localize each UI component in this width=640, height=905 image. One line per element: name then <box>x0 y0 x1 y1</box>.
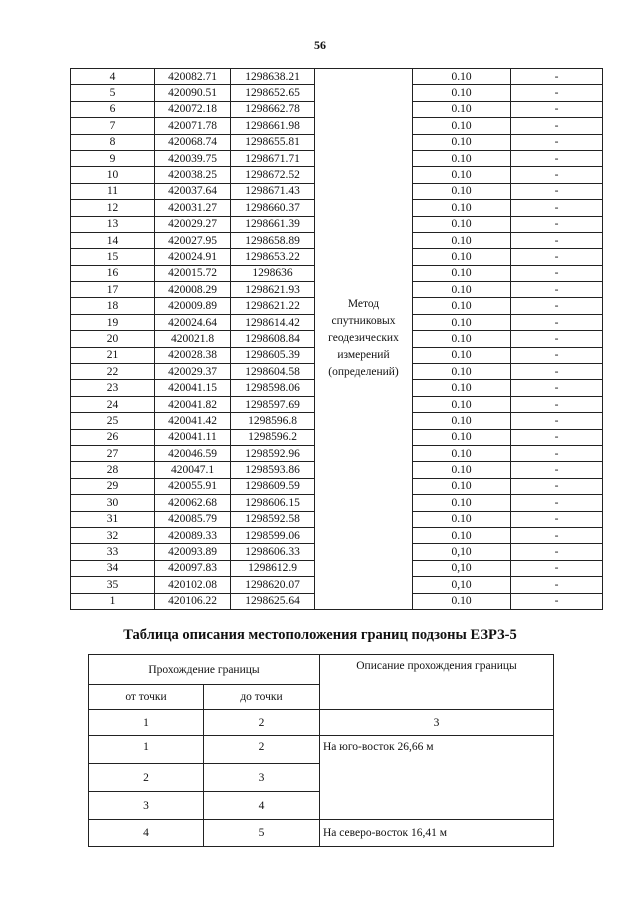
coordinate-y: 1298592.58 <box>231 511 315 527</box>
method-line: Метод <box>347 298 380 311</box>
point-number: 5 <box>71 85 155 101</box>
to-point: 3 <box>204 764 320 792</box>
accuracy-value: 0.10 <box>413 265 511 281</box>
empty-value: - <box>511 331 603 347</box>
point-number: 14 <box>71 232 155 248</box>
coordinate-x: 420037.64 <box>155 183 231 199</box>
method-cell <box>315 69 413 610</box>
empty-value: - <box>511 347 603 363</box>
method-line: геодезических <box>328 332 399 345</box>
segment-description: На юго-восток 26,66 м <box>320 736 554 820</box>
point-number: 6 <box>71 101 155 117</box>
accuracy-value: 0.10 <box>413 216 511 232</box>
coordinate-y: 1298612.9 <box>231 560 315 576</box>
coordinate-x: 420046.59 <box>155 445 231 461</box>
coordinate-y: 1298598.06 <box>231 380 315 396</box>
point-number: 20 <box>71 331 155 347</box>
coordinate-x: 420028.38 <box>155 347 231 363</box>
coordinate-y: 1298658.89 <box>231 232 315 248</box>
coordinate-x: 420039.75 <box>155 150 231 166</box>
empty-value: - <box>511 150 603 166</box>
accuracy-value: 0.10 <box>413 298 511 314</box>
point-number: 21 <box>71 347 155 363</box>
accuracy-value: 0.10 <box>413 511 511 527</box>
coordinate-x: 420041.15 <box>155 380 231 396</box>
empty-value: - <box>511 265 603 281</box>
point-number: 28 <box>71 462 155 478</box>
point-number: 22 <box>71 364 155 380</box>
coordinate-y: 1298606.33 <box>231 544 315 560</box>
to-point: 4 <box>204 792 320 820</box>
accuracy-value: 0.10 <box>413 118 511 134</box>
point-number: 32 <box>71 527 155 543</box>
boundary-description-table <box>88 654 554 847</box>
empty-value: - <box>511 396 603 412</box>
coordinate-x: 420015.72 <box>155 265 231 281</box>
coordinate-x: 420029.27 <box>155 216 231 232</box>
coordinate-x: 420041.11 <box>155 429 231 445</box>
coordinate-y: 1298625.64 <box>231 593 315 609</box>
coordinate-y: 1298671.71 <box>231 150 315 166</box>
point-number: 7 <box>71 118 155 134</box>
to-point: 2 <box>204 736 320 764</box>
accuracy-value: 0.10 <box>413 232 511 248</box>
coordinate-y: 1298608.84 <box>231 331 315 347</box>
coordinate-y: 1298660.37 <box>231 200 315 216</box>
point-number: 13 <box>71 216 155 232</box>
coordinate-x: 420008.29 <box>155 282 231 298</box>
coordinate-x: 420085.79 <box>155 511 231 527</box>
coordinate-y: 1298620.07 <box>231 577 315 593</box>
coordinate-x: 420068.74 <box>155 134 231 150</box>
accuracy-value: 0.10 <box>413 331 511 347</box>
coordinate-y: 1298636 <box>231 265 315 281</box>
empty-value: - <box>511 511 603 527</box>
accuracy-value: 0.10 <box>413 282 511 298</box>
empty-value: - <box>511 577 603 593</box>
from-point: 4 <box>89 820 204 847</box>
empty-value: - <box>511 560 603 576</box>
coordinate-row <box>71 69 603 85</box>
method-line: (определений) <box>328 366 399 379</box>
empty-value: - <box>511 445 603 461</box>
empty-value: - <box>511 298 603 314</box>
column-number: 2 <box>204 710 320 736</box>
coordinate-x: 420055.91 <box>155 478 231 494</box>
coordinate-y: 1298596.8 <box>231 413 315 429</box>
to-point: 5 <box>204 820 320 847</box>
accuracy-value: 0.10 <box>413 101 511 117</box>
coordinate-y: 1298655.81 <box>231 134 315 150</box>
boundary-table-title: Таблица описания местоположения границ подзоны ЕЗРЗ-5 <box>123 627 517 643</box>
accuracy-value: 0.10 <box>413 429 511 445</box>
method-line: спутниковых <box>331 315 396 328</box>
accuracy-value: 0.10 <box>413 69 511 85</box>
coordinate-y: 1298621.93 <box>231 282 315 298</box>
point-number: 26 <box>71 429 155 445</box>
accuracy-value: 0.10 <box>413 85 511 101</box>
empty-value: - <box>511 314 603 330</box>
accuracy-value: 0.10 <box>413 396 511 412</box>
point-number: 31 <box>71 511 155 527</box>
empty-value: - <box>511 429 603 445</box>
empty-value: - <box>511 495 603 511</box>
coordinate-y: 1298596.2 <box>231 429 315 445</box>
accuracy-value: 0.10 <box>413 593 511 609</box>
coordinate-x: 420093.89 <box>155 544 231 560</box>
coordinate-x: 420090.51 <box>155 85 231 101</box>
accuracy-value: 0.10 <box>413 380 511 396</box>
accuracy-value: 0.10 <box>413 167 511 183</box>
coordinate-x: 420071.78 <box>155 118 231 134</box>
from-point: 1 <box>89 736 204 764</box>
header-description: Описание прохождения границы <box>320 655 554 710</box>
coordinate-x: 420038.25 <box>155 167 231 183</box>
accuracy-value: 0,10 <box>413 544 511 560</box>
coordinate-y: 1298599.06 <box>231 527 315 543</box>
coordinate-y: 1298592.96 <box>231 445 315 461</box>
accuracy-value: 0.10 <box>413 183 511 199</box>
coordinate-y: 1298653.22 <box>231 249 315 265</box>
point-number: 18 <box>71 298 155 314</box>
empty-value: - <box>511 118 603 134</box>
coordinate-y: 1298662.78 <box>231 101 315 117</box>
accuracy-value: 0.10 <box>413 445 511 461</box>
point-number: 25 <box>71 413 155 429</box>
coordinate-y: 1298604.58 <box>231 364 315 380</box>
empty-value: - <box>511 544 603 560</box>
point-number: 9 <box>71 150 155 166</box>
point-number: 29 <box>71 478 155 494</box>
coordinate-x: 420041.82 <box>155 396 231 412</box>
coordinate-y: 1298597.69 <box>231 396 315 412</box>
coordinate-y: 1298609.59 <box>231 478 315 494</box>
coordinate-y: 1298593.86 <box>231 462 315 478</box>
accuracy-value: 0.10 <box>413 134 511 150</box>
empty-value: - <box>511 232 603 248</box>
coordinate-x: 420024.91 <box>155 249 231 265</box>
point-number: 35 <box>71 577 155 593</box>
coordinate-x: 420041.42 <box>155 413 231 429</box>
column-number: 1 <box>89 710 204 736</box>
point-number: 19 <box>71 314 155 330</box>
empty-value: - <box>511 282 603 298</box>
segment-description: На северо-восток 16,41 м <box>320 820 554 847</box>
header-from-point: от точки <box>89 685 204 710</box>
accuracy-value: 0.10 <box>413 478 511 494</box>
empty-value: - <box>511 200 603 216</box>
header-passage: Прохождение границы <box>89 655 320 685</box>
empty-value: - <box>511 167 603 183</box>
accuracy-value: 0,10 <box>413 560 511 576</box>
point-number: 11 <box>71 183 155 199</box>
coordinate-x: 420027.95 <box>155 232 231 248</box>
point-number: 15 <box>71 249 155 265</box>
empty-value: - <box>511 364 603 380</box>
accuracy-value: 0.10 <box>413 314 511 330</box>
empty-value: - <box>511 593 603 609</box>
point-number: 1 <box>71 593 155 609</box>
accuracy-value: 0.10 <box>413 364 511 380</box>
empty-value: - <box>511 134 603 150</box>
accuracy-value: 0,10 <box>413 577 511 593</box>
coordinate-y: 1298661.39 <box>231 216 315 232</box>
coordinate-y: 1298605.39 <box>231 347 315 363</box>
accuracy-value: 0.10 <box>413 495 511 511</box>
empty-value: - <box>511 527 603 543</box>
point-number: 16 <box>71 265 155 281</box>
point-number: 17 <box>71 282 155 298</box>
header-to-point: до точки <box>204 685 320 710</box>
coordinate-x: 420024.64 <box>155 314 231 330</box>
from-point: 3 <box>89 792 204 820</box>
coordinate-y: 1298672.52 <box>231 167 315 183</box>
coordinate-x: 420102.08 <box>155 577 231 593</box>
from-point: 2 <box>89 764 204 792</box>
coordinate-y: 1298638.21 <box>231 69 315 85</box>
point-number: 12 <box>71 200 155 216</box>
coordinate-y: 1298614.42 <box>231 314 315 330</box>
coordinate-y: 1298606.15 <box>231 495 315 511</box>
empty-value: - <box>511 183 603 199</box>
empty-value: - <box>511 413 603 429</box>
point-number: 23 <box>71 380 155 396</box>
accuracy-value: 0.10 <box>413 200 511 216</box>
accuracy-value: 0.10 <box>413 462 511 478</box>
coordinate-x: 420097.83 <box>155 560 231 576</box>
coordinate-y: 1298671.43 <box>231 183 315 199</box>
coordinate-y: 1298652.65 <box>231 85 315 101</box>
coordinate-x: 420106.22 <box>155 593 231 609</box>
point-number: 33 <box>71 544 155 560</box>
empty-value: - <box>511 101 603 117</box>
empty-value: - <box>511 69 603 85</box>
coordinate-x: 420072.18 <box>155 101 231 117</box>
empty-value: - <box>511 249 603 265</box>
coordinate-x: 420029.37 <box>155 364 231 380</box>
accuracy-value: 0.10 <box>413 527 511 543</box>
coordinate-x: 420047.1 <box>155 462 231 478</box>
method-line: измерений <box>337 349 390 362</box>
point-number: 30 <box>71 495 155 511</box>
empty-value: - <box>511 462 603 478</box>
point-number: 34 <box>71 560 155 576</box>
column-number: 3 <box>320 710 554 736</box>
page-number: 56 <box>314 38 326 52</box>
empty-value: - <box>511 85 603 101</box>
coordinate-x: 420089.33 <box>155 527 231 543</box>
point-number: 10 <box>71 167 155 183</box>
accuracy-value: 0.10 <box>413 150 511 166</box>
accuracy-value: 0.10 <box>413 347 511 363</box>
coordinate-x: 420009.89 <box>155 298 231 314</box>
coordinate-y: 1298661.98 <box>231 118 315 134</box>
point-number: 4 <box>71 69 155 85</box>
empty-value: - <box>511 216 603 232</box>
coordinate-x: 420082.71 <box>155 69 231 85</box>
coordinate-y: 1298621.22 <box>231 298 315 314</box>
coordinate-x: 420021.8 <box>155 331 231 347</box>
point-number: 27 <box>71 445 155 461</box>
coordinate-x: 420062.68 <box>155 495 231 511</box>
accuracy-value: 0.10 <box>413 413 511 429</box>
accuracy-value: 0.10 <box>413 249 511 265</box>
empty-value: - <box>511 478 603 494</box>
coordinate-x: 420031.27 <box>155 200 231 216</box>
empty-value: - <box>511 380 603 396</box>
point-number: 8 <box>71 134 155 150</box>
coordinates-table <box>70 68 603 610</box>
point-number: 24 <box>71 396 155 412</box>
